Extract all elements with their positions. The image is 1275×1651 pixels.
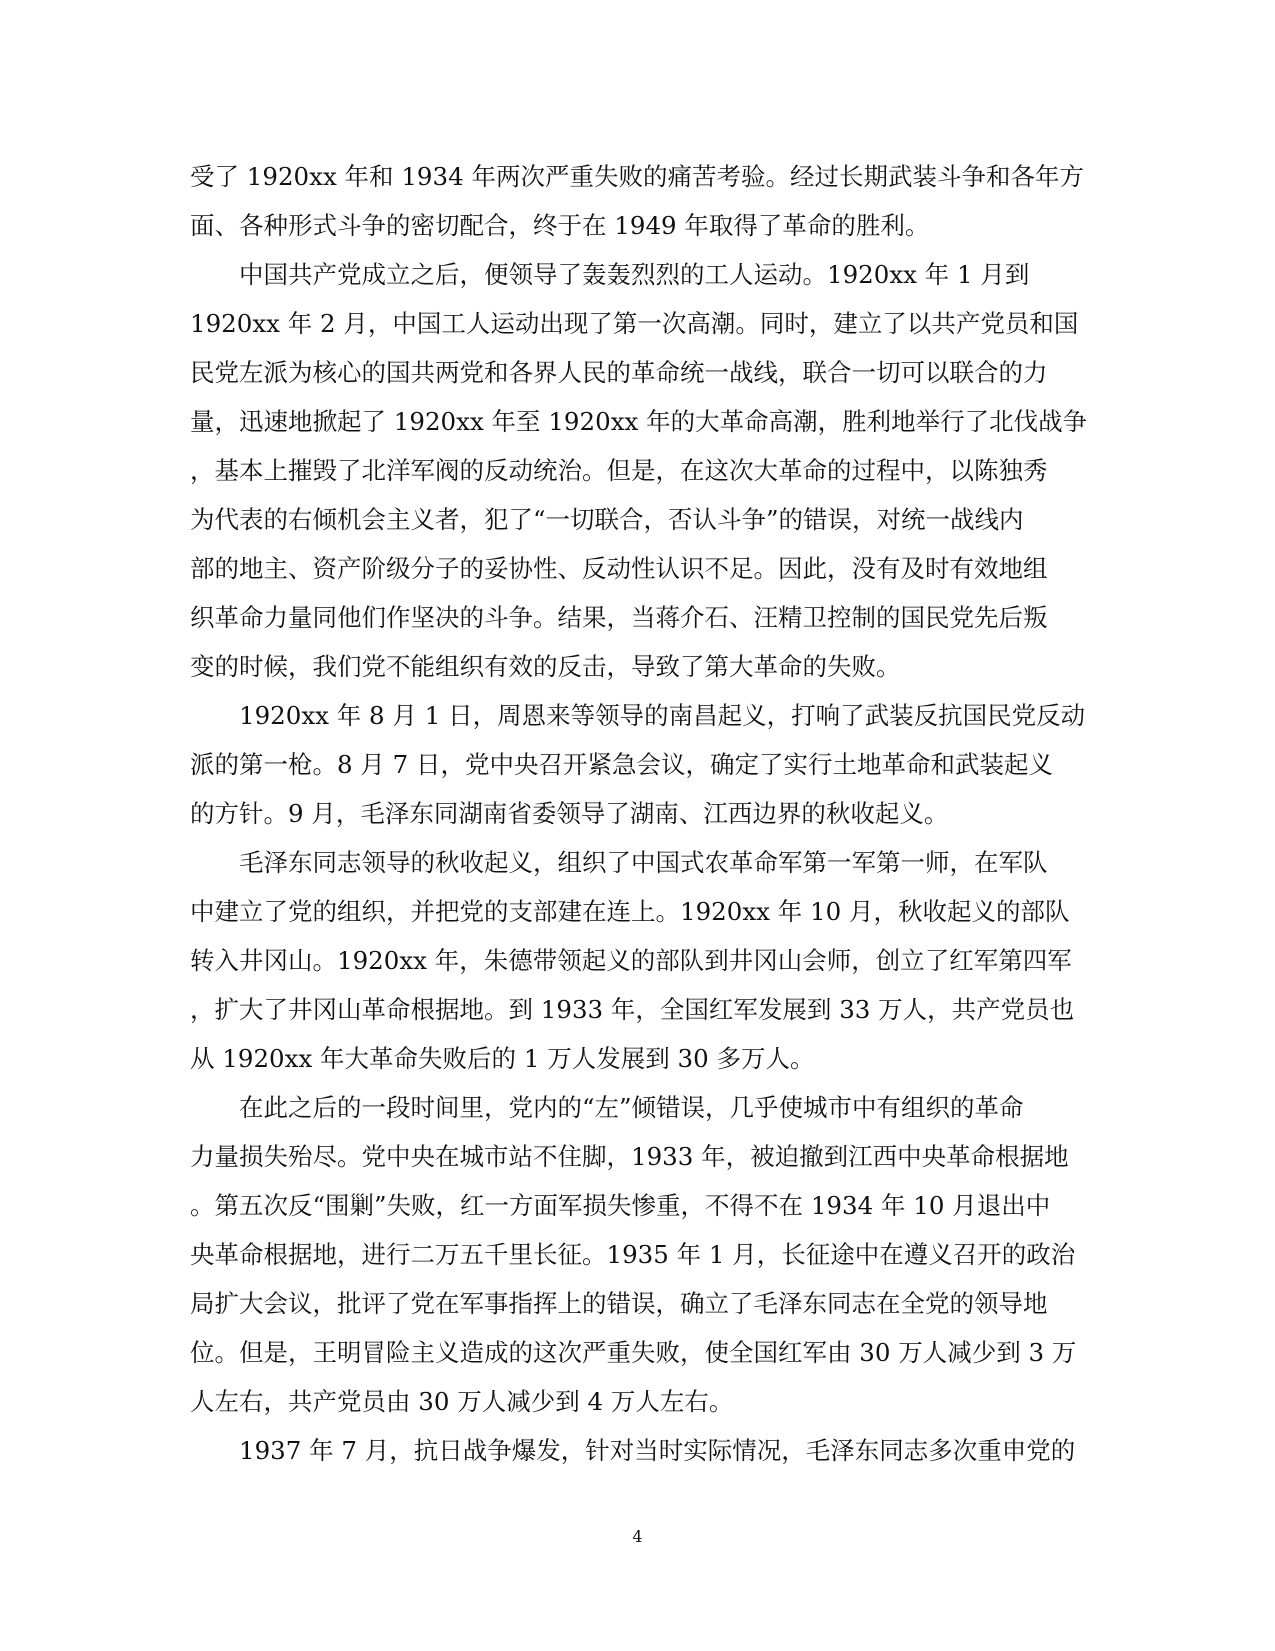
paragraph bbox=[190, 1426, 1076, 1475]
text-line: 面、各种形式斗争的密切配合，终于在 1949 年取得了革命的胜利。 bbox=[190, 211, 930, 240]
text-line: 1937 年 7 月，抗日战争爆发，针对当时实际情况，毛泽东同志多次重申党的 bbox=[239, 1436, 1076, 1465]
text-line: 位。但是，王明冒险主义造成的这次严重失败，使全国红军由 30 万人减少到 3 万 bbox=[190, 1338, 1077, 1367]
text-line: 派的第一枪。8 月 7 日，党中央召开紧急会议，确定了实行土地革命和武装起义 bbox=[190, 750, 1054, 779]
text-line: 在此之后的一段时间里，党内的“左”倾错误，几乎使城市中有组织的革命 bbox=[239, 1093, 1024, 1122]
paragraph bbox=[190, 1083, 1077, 1426]
paragraph bbox=[190, 691, 1086, 838]
text-line: 织革命力量同他们作坚决的斗争。结果，当蒋介石、汪精卫控制的国民党先后叛 bbox=[190, 603, 1048, 632]
text-line: 量，迅速地掀起了 1920xx 年至 1920xx 年的大革命高潮，胜利地举行了北伐战争 bbox=[190, 407, 1088, 436]
text-line: 从 1920xx 年大革命失败后的 1 万人发展到 30 多万人。 bbox=[190, 1044, 815, 1073]
text-line: ，基本上摧毁了北洋军阀的反动统治。但是，在这次大革命的过程中，以陈独秀 bbox=[190, 456, 1048, 485]
text-line: 中国共产党成立之后，便领导了轰轰烈烈的工人运动。1920xx 年 1 月到 bbox=[239, 260, 1030, 289]
text-line: 中建立了党的组织，并把党的支部建在连上。1920xx 年 10 月，秋收起义的部队 bbox=[190, 897, 1070, 926]
page-number: 4 bbox=[632, 1527, 643, 1546]
text-line: 为代表的右倾机会主义者，犯了“一切联合，否认斗争”的错误，对统一战线内 bbox=[190, 505, 1024, 534]
text-line: 局扩大会议，批评了党在军事指挥上的错误，确立了毛泽东同志在全党的领导地 bbox=[190, 1289, 1048, 1318]
text-line: 部的地主、资产阶级分子的妥协性、反动性认识不足。因此，没有及时有效地组 bbox=[190, 554, 1048, 583]
text-line: 转入井冈山。1920xx 年，朱德带领起义的部队到井冈山会师，创立了红军第四军 bbox=[190, 946, 1072, 975]
text-line: 1920xx 年 8 月 1 日，周恩来等领导的南昌起义，打响了武装反抗国民党反动 bbox=[239, 701, 1086, 730]
text-line: 力量损失殆尽。党中央在城市站不住脚，1933 年，被迫撤到江西中央革命根据地 bbox=[190, 1142, 1069, 1171]
text-line: ，扩大了井冈山革命根据地。到 1933 年，全国红军发展到 33 万人，共产党员也 bbox=[190, 995, 1075, 1024]
text-line: 1920xx 年 2 月，中国工人运动出现了第一次高潮。同时，建立了以共产党员和国 bbox=[190, 309, 1079, 338]
text-line: 人左右，共产党员由 30 万人减少到 4 万人左右。 bbox=[190, 1387, 734, 1416]
text-line: 央革命根据地，进行二万五千里长征。1935 年 1 月，长征途中在遵义召开的政治 bbox=[190, 1240, 1076, 1269]
text-line: 变的时候，我们党不能组织有效的反击，导致了第大革命的失败。 bbox=[190, 652, 901, 681]
text-line: 毛泽东同志领导的秋收起义，组织了中国式农革命军第一军第一师，在军队 bbox=[239, 848, 1048, 877]
text-line: 。第五次反“围剿”失败，红一方面军损失惨重，不得不在 1934 年 10 月退出中 bbox=[190, 1191, 1051, 1220]
paragraph bbox=[190, 838, 1075, 1083]
document-body bbox=[190, 152, 1088, 1475]
text-line: 受了 1920xx 年和 1934 年两次严重失败的痛苦考验。经过长期武装斗争和各年方 bbox=[190, 162, 1084, 191]
text-line: 的方针。9 月，毛泽东同湖南省委领导了湖南、江西边界的秋收起义。 bbox=[190, 799, 949, 828]
paragraph bbox=[190, 250, 1088, 691]
paragraph bbox=[190, 152, 1084, 250]
text-line: 民党左派为核心的国共两党和各界人民的革命统一战线，联合一切可以联合的力 bbox=[190, 358, 1048, 387]
